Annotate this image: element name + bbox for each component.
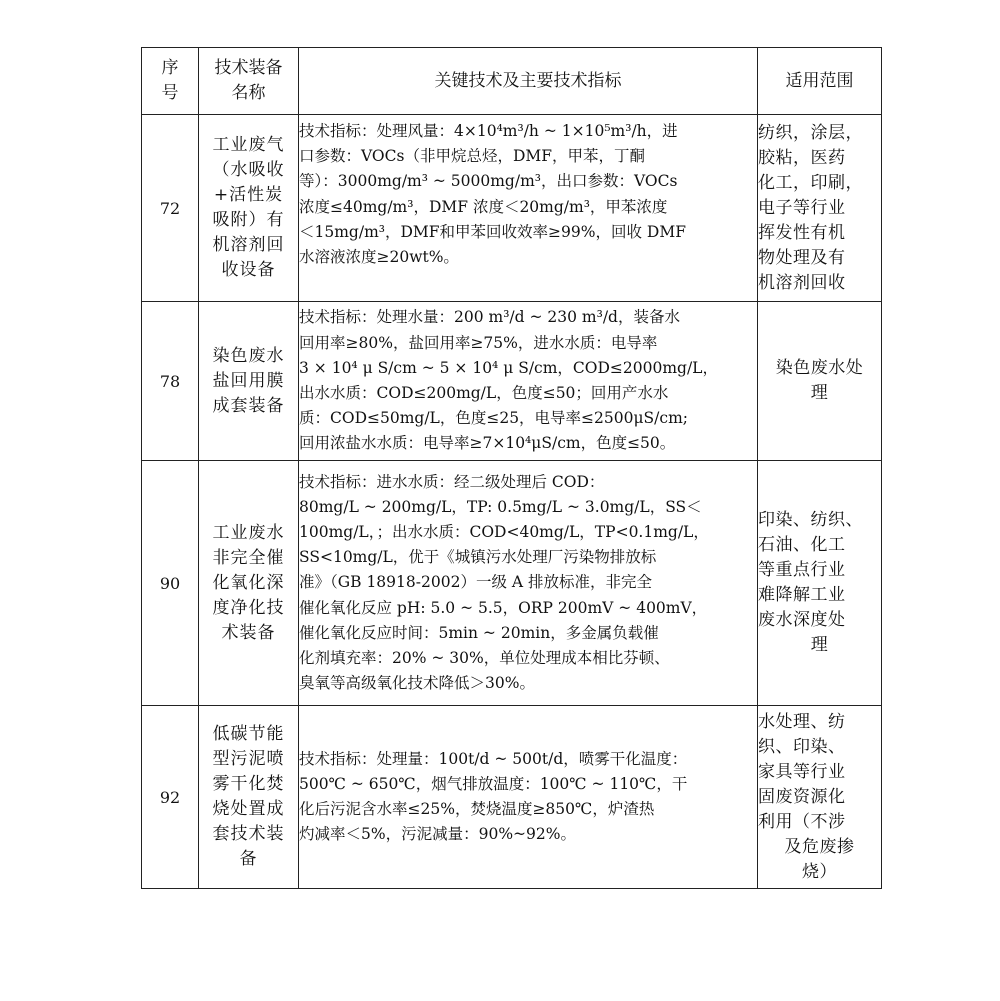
- tech-line: 化剂填充率：20% ~ 30%，单位处理成本相比芬顿、: [299, 649, 670, 667]
- header-tech: 关键技术及主要技术指标: [299, 48, 758, 115]
- tech-line: 催化氧化反应时间：5min ~ 20min，多金属负载催: [299, 623, 659, 642]
- row-number: 92: [142, 706, 199, 889]
- scope-line: 挥发性有机: [758, 222, 846, 243]
- header-name-line-1: 技术装备: [214, 58, 283, 78]
- tech-line: 80mg/L ~ 200mg/L，TP: 0.5mg/L ~ 3.0mg/L，SS＜: [299, 497, 702, 516]
- tech-line: 技术指标：处理水量：200 m³/d ~ 230 m³/d，装备水: [299, 308, 680, 327]
- tech-line: 化后污泥含水率≤25%，焚烧温度≥850℃，炉渣热: [299, 800, 655, 818]
- tech-line: 臭氧等高级氧化技术降低＞30%。: [299, 674, 535, 693]
- scope-line: 胶粘，医药: [758, 147, 846, 168]
- application-scope: [758, 302, 882, 461]
- scope-line: 固废资源化: [758, 786, 846, 807]
- name-line: +活性炭: [213, 185, 284, 205]
- name-line: 型污泥喷: [212, 749, 285, 769]
- tech-line: 回用浓盐水水质：电导率≥7×10⁴μS/cm，色度≤50。: [299, 434, 676, 453]
- tech-indicators: [299, 706, 758, 889]
- table-row: [142, 461, 882, 706]
- name-line: 染色废水: [212, 345, 285, 366]
- header-no-line-1: 序: [161, 58, 179, 78]
- tech-line: 等）：3000mg/m³ ~ 5000mg/m³，出口参数：VOCs: [299, 172, 678, 191]
- tech-line: 技术指标：处理量：100t/d ~ 500t/d，喷雾干化温度：: [299, 749, 688, 768]
- tech-indicators: [299, 461, 758, 706]
- application-scope: [758, 115, 882, 302]
- tech-indicators: [299, 302, 758, 461]
- scope-line: 难降解工业: [758, 585, 846, 605]
- name-line: 工业废气: [212, 135, 285, 155]
- scope-line: 印染、纺织、: [758, 510, 863, 530]
- name-line: 非完全催: [212, 547, 285, 568]
- tech-line: 水溶液浓度≥20wt%。: [299, 248, 459, 267]
- table-row: [142, 302, 882, 461]
- name-line: 成套装备: [212, 395, 285, 416]
- scope-line: 纺织，涂层，: [758, 122, 863, 143]
- scope-line: 石油、化工: [758, 535, 846, 555]
- scope-line: 理: [810, 635, 829, 655]
- tech-line: 500℃ ~ 650℃，烟气排放温度：100℃ ~ 110℃，干: [299, 774, 688, 793]
- name-line: 备: [239, 849, 258, 869]
- name-line: 机溶剂回: [212, 235, 285, 255]
- scope-line: 物处理及有: [758, 247, 846, 268]
- tech-line: 100mg/L，；出水水质：COD<40mg/L，TP<0.1mg/L，: [299, 522, 709, 541]
- name-line: 化氧化深: [212, 572, 285, 593]
- scope-line: 机溶剂回收: [758, 272, 846, 293]
- name-line: 盐回用膜: [212, 370, 285, 391]
- scope-line: 理: [810, 383, 829, 403]
- name-line: 雾干化焚: [212, 774, 285, 794]
- scope-line: 染色废水处: [775, 358, 864, 378]
- tech-line: 灼减率＜5%，污泥减量：90%~92%。: [299, 825, 576, 844]
- name-line: 术装备: [221, 622, 276, 643]
- tech-line: 催化氧化反应 pH: 5.0 ~ 5.5，ORP 200mV ~ 400mV，: [299, 598, 708, 617]
- name-line: 度净化技: [212, 597, 285, 618]
- equipment-name: [199, 302, 299, 461]
- tech-line: 3 × 10⁴ μ S/cm ~ 5 × 10⁴ μ S/cm，COD≤2000mg/L，: [299, 358, 718, 377]
- scope-line: 织、印染、: [758, 736, 846, 757]
- tech-line: 技术指标：进水水质：经二级处理后 COD：: [299, 472, 605, 491]
- tech-line: 技术指标：处理风量：4×10⁴m³/h ~ 1×10⁵m³/h，进: [299, 122, 678, 140]
- tech-line: 口参数：VOCs（非甲烷总烃，DMF，甲苯，丁酮: [299, 147, 645, 166]
- scope-line: 水处理、纺: [758, 711, 846, 732]
- tech-line: 浓度≤40mg/m³，DMF 浓度＜20mg/m³，甲苯浓度: [299, 197, 668, 216]
- row-number: 90: [142, 461, 199, 706]
- tech-line: 回用率≥80%，盐回用率≥75%，进水水质：电导率: [299, 333, 658, 352]
- name-line: 烧处置成: [212, 799, 285, 819]
- scope-line: 废水深度处: [758, 610, 846, 630]
- equipment-name: [199, 115, 299, 302]
- tech-line: 准》（GB 18918-2002）一级 A 排放标准，非完全: [299, 573, 652, 592]
- tech-line: ＜15mg/m³，DMF和甲苯回收效率≥99%，回收 DMF: [299, 222, 686, 241]
- name-line: 套技术装: [212, 824, 285, 844]
- header-name: [199, 48, 299, 115]
- tech-line: 质：COD≤50mg/L，色度≤25，电导率≤2500μS/cm;: [299, 409, 688, 428]
- tech-line: SS<10mg/L，优于《城镇污水处理厂污染物排放标: [299, 548, 657, 567]
- table-row: [142, 706, 882, 889]
- tech-line: 出水水质：COD≤200mg/L，色度≤50；回用产水水: [299, 384, 669, 402]
- tech-indicators: [299, 115, 758, 302]
- name-line: 吸附）有: [212, 210, 285, 230]
- row-number: 72: [142, 115, 199, 302]
- scope-line: 家具等行业: [758, 761, 846, 782]
- table-row: [142, 115, 882, 302]
- name-line: （水吸收: [212, 160, 285, 180]
- row-number: 78: [142, 302, 199, 461]
- application-scope: [758, 706, 882, 889]
- name-line: 工业废水: [212, 522, 285, 543]
- equipment-name: [199, 706, 299, 889]
- application-scope: [758, 461, 882, 706]
- scope-line: 及危废掺: [784, 836, 855, 857]
- header-no: [142, 48, 199, 115]
- header-scope: 适用范围: [758, 48, 882, 115]
- equipment-name: [199, 461, 299, 706]
- scope-line: 烧）: [802, 861, 837, 882]
- name-line: 低碳节能: [212, 724, 285, 744]
- scope-line: 利用（不涉: [758, 811, 846, 832]
- equipment-table: [141, 47, 882, 889]
- scope-line: 化工，印刷，: [758, 172, 863, 193]
- name-line: 收设备: [221, 260, 276, 280]
- scope-line: 电子等行业: [758, 197, 846, 218]
- header-name-line-2: 名称: [231, 83, 266, 103]
- header-no-line-2: 号: [161, 83, 179, 103]
- scope-line: 等重点行业: [758, 560, 846, 580]
- header-row: [142, 48, 882, 115]
